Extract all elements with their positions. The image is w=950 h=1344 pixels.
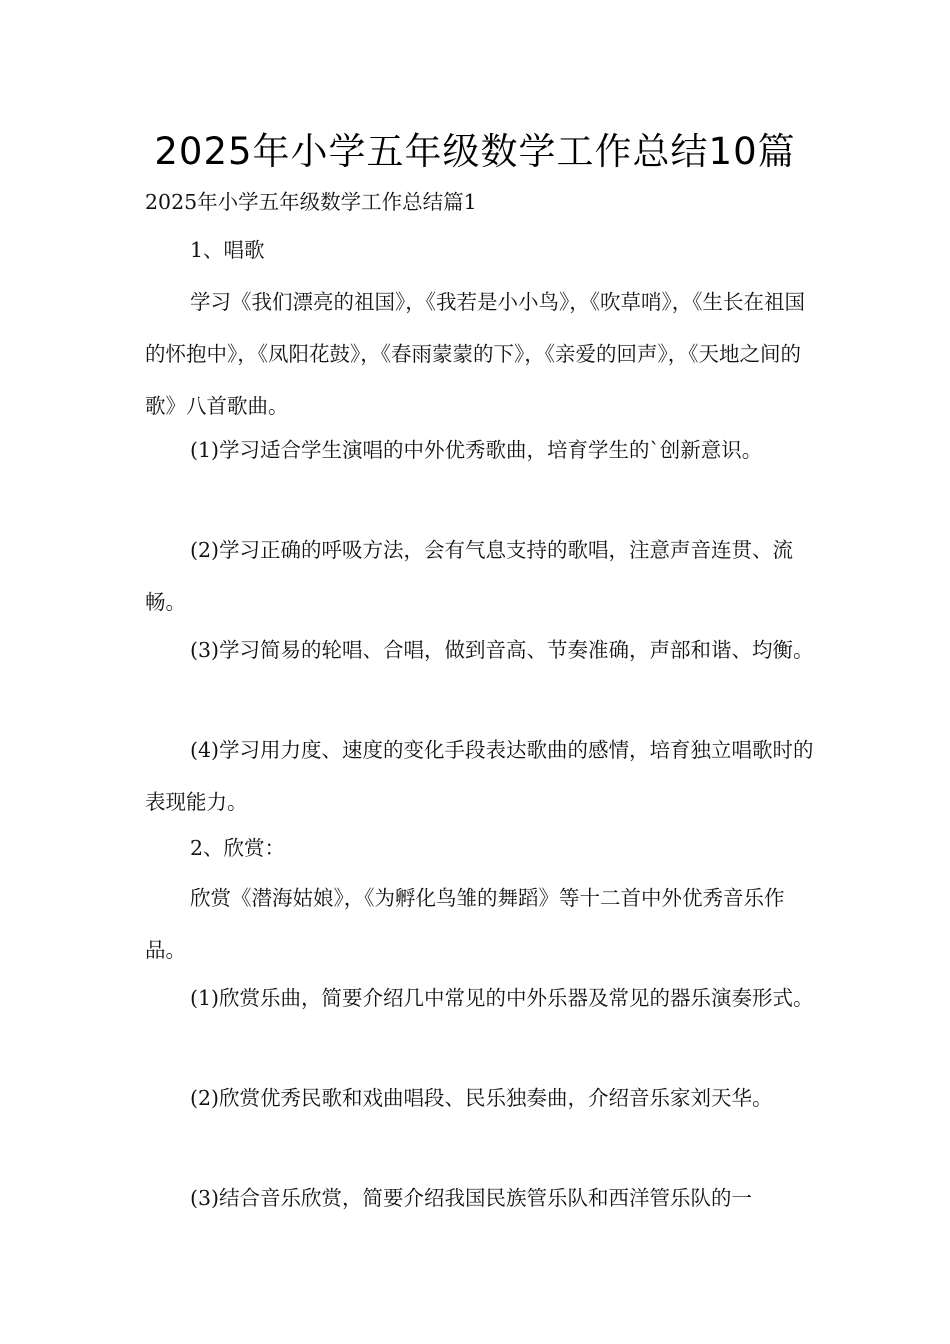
- paragraph-appreciation-item-3: (3)结合音乐欣赏，简要介绍我国民族管乐队和西洋管乐队的一: [190, 1186, 753, 1210]
- paragraph-heading-appreciation: 2、欣赏：: [190, 836, 286, 860]
- paragraph-item-1: (1)学习适合学生演唱的中外优秀歌曲，培育学生的`创新意识。: [190, 438, 763, 462]
- section-subtitle: 2025年小学五年级数学工作总结篇1: [145, 190, 477, 214]
- paragraph-heading-singing: 1、唱歌: [190, 238, 265, 262]
- paragraph-appreciation-item-2: (2)欣赏优秀民歌和戏曲唱段、民乐独奏曲，介绍音乐家刘天华。: [190, 1086, 773, 1110]
- paragraph-song-list: 学习《我们漂亮的祖国》，《我若是小小鸟》，《吹草哨》，《生长在祖国的怀抱中》，《凤阳花鼓》，《春雨蒙蒙的下》，《亲爱的回声》，《天地之间的歌》八首歌曲。: [145, 290, 805, 418]
- document-title: 2025年小学五年级数学工作总结10篇: [154, 130, 796, 173]
- paragraph-item-3: (3)学习简易的轮唱、合唱，做到音高、节奏准确，声部和谐、均衡。: [190, 638, 814, 662]
- paragraph-item-4: (4)学习用力度、速度的变化手段表达歌曲的感情，培育独立唱歌时的表现能力。: [145, 738, 814, 814]
- paragraph-appreciation-item-1: (1)欣赏乐曲，简要介绍几中常见的中外乐器及常见的器乐演奏形式。: [190, 986, 814, 1010]
- paragraph-appreciation-list: 欣赏《潜海姑娘》，《为孵化鸟雏的舞蹈》等十二首中外优秀音乐作品。: [145, 886, 785, 962]
- paragraph-item-2: (2)学习正确的呼吸方法，会有气息支持的歌唱，注意声音连贯、流畅。: [145, 538, 794, 614]
